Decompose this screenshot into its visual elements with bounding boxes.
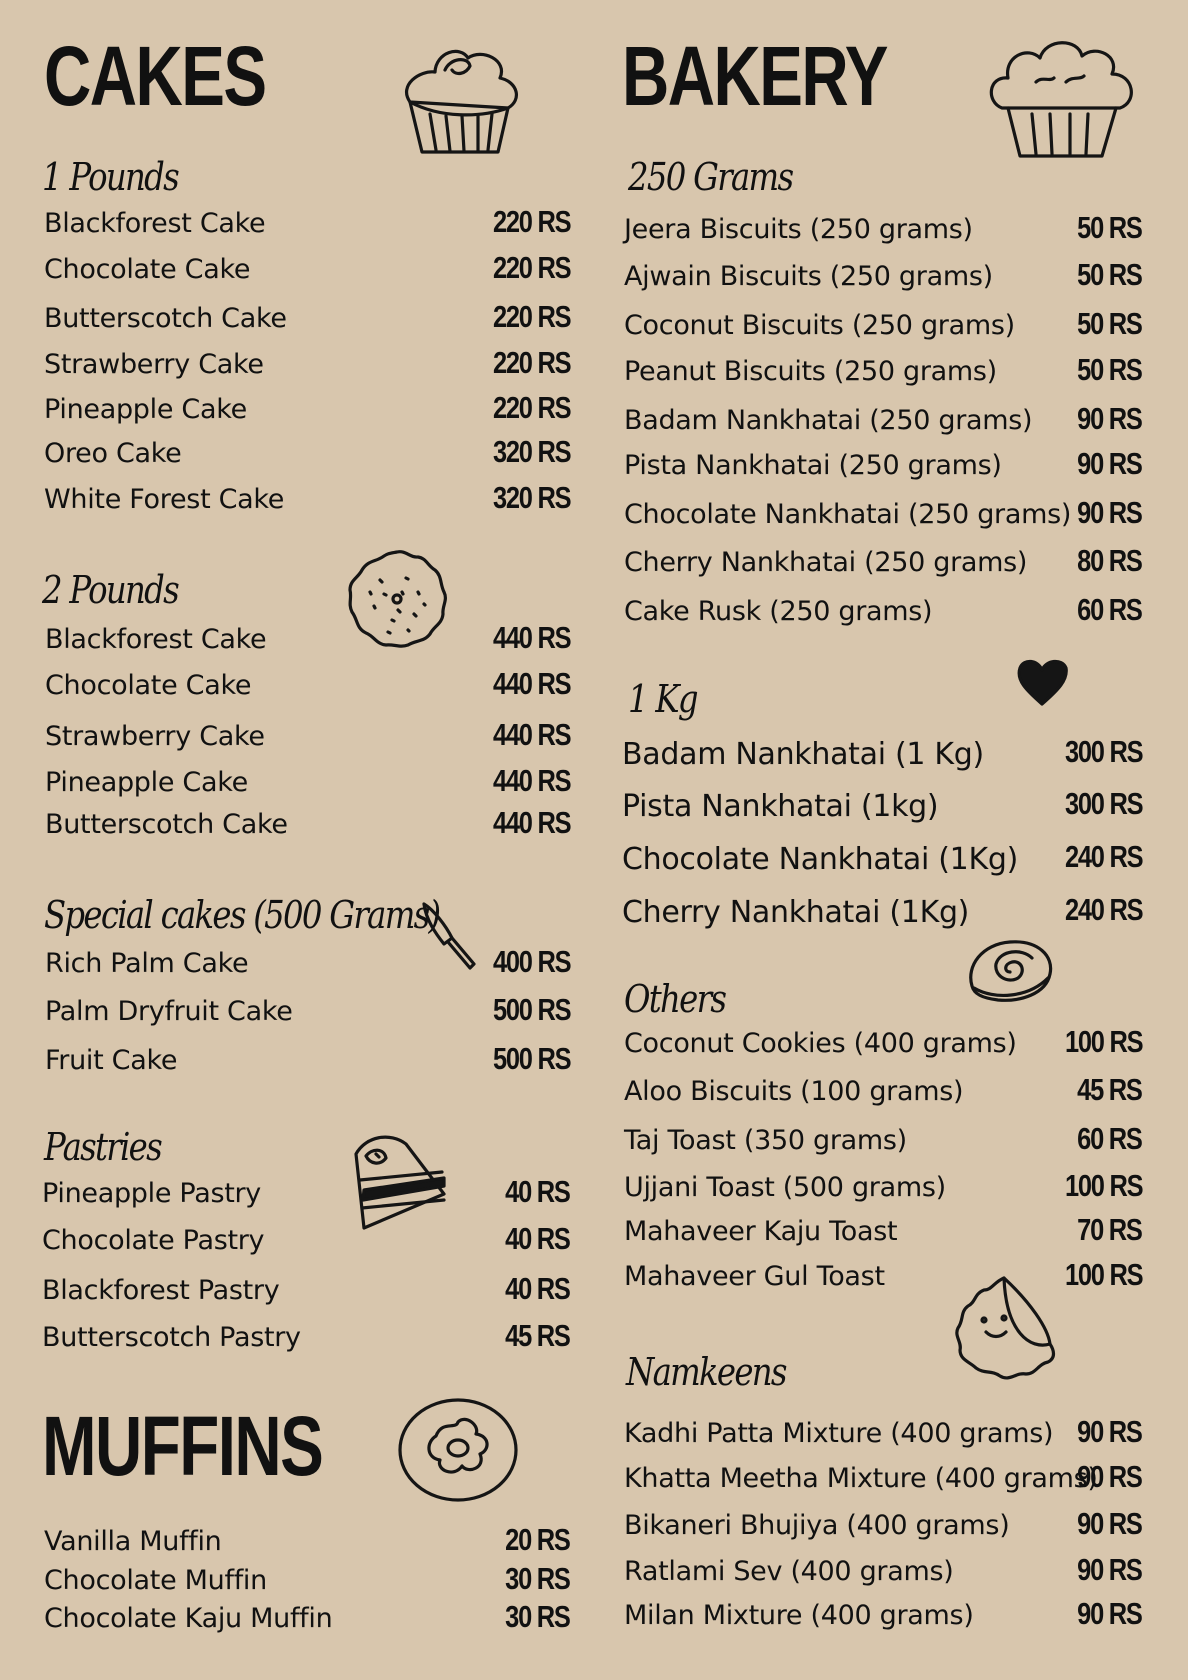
menu-item-name: Milan Mixture (400 grams) bbox=[624, 1600, 974, 1631]
bakery-title: BAKERY bbox=[622, 29, 887, 123]
cookie-icon bbox=[344, 548, 450, 650]
menu-item-name: Mahaveer Kaju Toast bbox=[624, 1216, 898, 1247]
menu-item-price: 300 RS bbox=[1064, 786, 1142, 821]
menu-item-price: 20 RS bbox=[505, 1522, 570, 1557]
menu-item-name: Khatta Meetha Mixture (400 grams) bbox=[624, 1463, 1098, 1494]
menu-item-name: Oreo Cake bbox=[44, 438, 182, 469]
menu-item-price: 30 RS bbox=[505, 1599, 570, 1634]
menu-item-price: 400 RS bbox=[492, 944, 570, 979]
menu-item-price: 440 RS bbox=[492, 805, 570, 840]
menu-item-price: 440 RS bbox=[492, 763, 570, 798]
menu-item-name: Coconut Cookies (400 grams) bbox=[624, 1028, 1017, 1059]
menu-item-name: Pineapple Cake bbox=[44, 394, 247, 425]
menu-item-price: 440 RS bbox=[492, 620, 570, 655]
menu-item-price: 90 RS bbox=[1077, 1552, 1142, 1587]
cupcake-icon bbox=[390, 30, 530, 160]
menu-item-name: Strawberry Cake bbox=[44, 349, 264, 380]
menu-item-name: Mahaveer Gul Toast bbox=[624, 1261, 885, 1292]
menu-item-price: 220 RS bbox=[492, 390, 570, 425]
menu-item-name: Blackforest Cake bbox=[45, 624, 267, 655]
menu-item-name: Chocolate Nankhatai (1Kg) bbox=[622, 842, 1018, 877]
namkeens-label: Namkeens bbox=[626, 1350, 786, 1394]
menu-item-name: Blackforest Pastry bbox=[42, 1275, 280, 1306]
menu-item-name: Jeera Biscuits (250 grams) bbox=[624, 214, 973, 245]
gujiya-icon bbox=[950, 1272, 1060, 1384]
menu-item-name: Chocolate Cake bbox=[45, 670, 252, 701]
menu-item-name: Chocolate Kaju Muffin bbox=[44, 1603, 333, 1634]
menu-item-price: 100 RS bbox=[1064, 1257, 1142, 1292]
menu-item-price: 440 RS bbox=[492, 666, 570, 701]
menu-item-price: 30 RS bbox=[505, 1561, 570, 1596]
knife-icon bbox=[420, 900, 476, 972]
menu-item-price: 45 RS bbox=[1077, 1072, 1142, 1107]
pastry-slice-icon bbox=[350, 1130, 450, 1230]
menu-item-price: 90 RS bbox=[1077, 446, 1142, 481]
menu-item-price: 90 RS bbox=[1077, 1596, 1142, 1631]
menu-item-price: 220 RS bbox=[492, 204, 570, 239]
menu-item-name: Cherry Nankhatai (250 grams) bbox=[624, 547, 1028, 578]
menu-item-price: 50 RS bbox=[1077, 210, 1142, 245]
menu-item-name: Bikaneri Bhujiya (400 grams) bbox=[624, 1510, 1010, 1541]
menu-item-name: Pineapple Pastry bbox=[42, 1178, 261, 1209]
two-pounds-label: 2 Pounds bbox=[42, 568, 178, 612]
special-cakes-label: Special cakes (500 Grams) bbox=[44, 893, 440, 937]
menu-item-name: Aloo Biscuits (100 grams) bbox=[624, 1076, 964, 1107]
heart-icon bbox=[1014, 656, 1070, 708]
menu-item-price: 50 RS bbox=[1077, 352, 1142, 387]
menu-item-price: 90 RS bbox=[1077, 1506, 1142, 1541]
cakes-title: CAKES bbox=[44, 29, 266, 123]
menu-item-name: Rich Palm Cake bbox=[45, 948, 249, 979]
donut-icon bbox=[396, 1396, 520, 1504]
menu-item-name: Vanilla Muffin bbox=[44, 1526, 222, 1557]
menu-item-name: Peanut Biscuits (250 grams) bbox=[624, 356, 997, 387]
menu-item-price: 240 RS bbox=[1064, 892, 1142, 927]
menu-item-price: 100 RS bbox=[1064, 1024, 1142, 1059]
menu-item-price: 90 RS bbox=[1077, 1414, 1142, 1449]
menu-item-price: 220 RS bbox=[492, 299, 570, 334]
menu-item-name: Pista Nankhatai (1kg) bbox=[622, 789, 939, 824]
menu-item-name: White Forest Cake bbox=[44, 484, 285, 515]
menu-item-price: 40 RS bbox=[505, 1221, 570, 1256]
menu-item-price: 320 RS bbox=[492, 434, 570, 469]
kg-1-label: 1 Kg bbox=[628, 677, 697, 721]
menu-item-price: 45 RS bbox=[505, 1318, 570, 1353]
menu-item-name: Badam Nankhatai (250 grams) bbox=[624, 405, 1033, 436]
menu-item-name: Chocolate Pastry bbox=[42, 1225, 265, 1256]
menu-item-name: Butterscotch Cake bbox=[45, 809, 288, 840]
menu-item-price: 220 RS bbox=[492, 250, 570, 285]
menu-item-name: Fruit Cake bbox=[45, 1045, 178, 1076]
menu-item-price: 440 RS bbox=[492, 717, 570, 752]
menu-item-name: Butterscotch Cake bbox=[44, 303, 287, 334]
menu-item-price: 220 RS bbox=[492, 345, 570, 380]
menu-item-name: Chocolate Muffin bbox=[44, 1565, 267, 1596]
menu-item-price: 90 RS bbox=[1077, 1459, 1142, 1494]
menu-item-price: 90 RS bbox=[1077, 495, 1142, 530]
menu-item-name: Ratlami Sev (400 grams) bbox=[624, 1556, 954, 1587]
muffins-title: MUFFINS bbox=[42, 1399, 323, 1493]
menu-item-price: 90 RS bbox=[1077, 401, 1142, 436]
menu-item-name: Pineapple Cake bbox=[45, 767, 248, 798]
menu-item-name: Chocolate Nankhatai (250 grams) bbox=[624, 499, 1072, 530]
menu-item-price: 70 RS bbox=[1077, 1212, 1142, 1247]
menu-item-name: Badam Nankhatai (1 Kg) bbox=[622, 737, 984, 772]
menu-item-name: Cake Rusk (250 grams) bbox=[624, 596, 933, 627]
cinnamon-roll-icon bbox=[964, 936, 1056, 1008]
menu-item-name: Ajwain Biscuits (250 grams) bbox=[624, 261, 993, 292]
menu-item-price: 80 RS bbox=[1077, 543, 1142, 578]
grams-250-label: 250 Grams bbox=[628, 155, 793, 199]
muffin-icon bbox=[984, 32, 1144, 162]
menu-item-name: Strawberry Cake bbox=[45, 721, 265, 752]
one-pound-label: 1 Pounds bbox=[42, 155, 178, 199]
menu-item-name: Coconut Biscuits (250 grams) bbox=[624, 310, 1015, 341]
menu-item-price: 60 RS bbox=[1077, 1121, 1142, 1156]
menu-item-price: 60 RS bbox=[1077, 592, 1142, 627]
menu-item-price: 300 RS bbox=[1064, 734, 1142, 769]
menu-item-name: Butterscotch Pastry bbox=[42, 1322, 301, 1353]
menu-item-name: Palm Dryfruit Cake bbox=[45, 996, 293, 1027]
menu-item-name: Kadhi Patta Mixture (400 grams) bbox=[624, 1418, 1054, 1449]
menu-item-name: Pista Nankhatai (250 grams) bbox=[624, 450, 1002, 481]
menu-item-name: Ujjani Toast (500 grams) bbox=[624, 1172, 946, 1203]
others-label: Others bbox=[624, 977, 726, 1021]
menu-item-price: 50 RS bbox=[1077, 257, 1142, 292]
menu-item-name: Cherry Nankhatai (1Kg) bbox=[622, 895, 970, 930]
menu-item-price: 100 RS bbox=[1064, 1168, 1142, 1203]
menu-item-price: 240 RS bbox=[1064, 839, 1142, 874]
menu-item-price: 500 RS bbox=[492, 992, 570, 1027]
menu-item-price: 50 RS bbox=[1077, 306, 1142, 341]
menu-item-price: 320 RS bbox=[492, 480, 570, 515]
menu-item-price: 40 RS bbox=[505, 1271, 570, 1306]
pastries-label: Pastries bbox=[44, 1125, 161, 1169]
menu-item-name: Taj Toast (350 grams) bbox=[624, 1125, 907, 1156]
menu-item-price: 40 RS bbox=[505, 1174, 570, 1209]
menu-item-price: 500 RS bbox=[492, 1041, 570, 1076]
menu-item-name: Chocolate Cake bbox=[44, 254, 251, 285]
menu-item-name: Blackforest Cake bbox=[44, 208, 266, 239]
